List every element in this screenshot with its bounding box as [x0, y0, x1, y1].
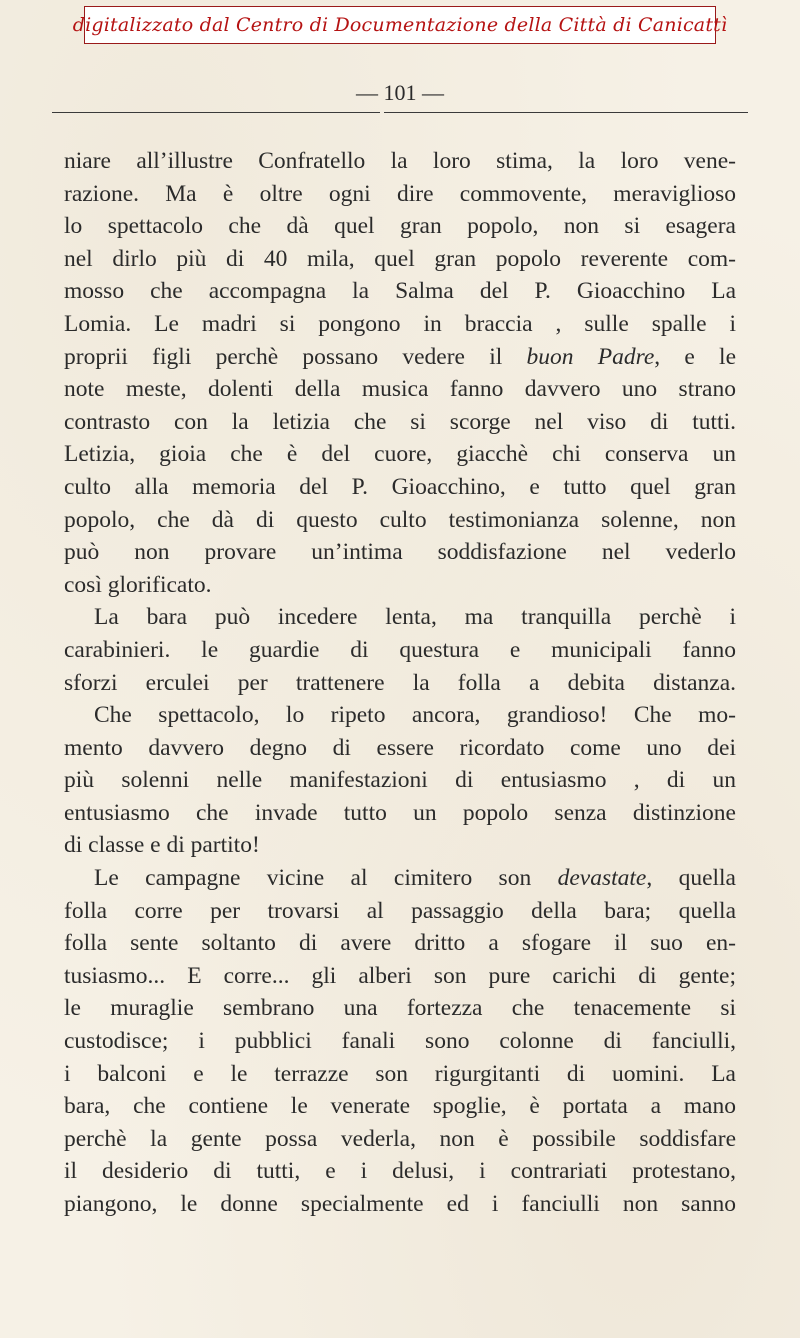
- text-line: di classe e di partito!: [64, 832, 260, 859]
- text-line: tusiasmo... E corre... gli alberi son pure carichi di gente;: [64, 962, 736, 989]
- text-line: bara, che contiene le venerate spoglie, è portata a mano: [64, 1093, 736, 1120]
- text-line: custodisce; i pubblici fanali sono colonne di fanciulli,: [64, 1028, 736, 1055]
- text-line: le muraglie sembrano una fortezza che tenacemente si: [64, 995, 736, 1022]
- text-line: folla corre per trovarsi al passaggio della bara; quella: [64, 897, 736, 924]
- text-line: così glorificato.: [64, 571, 212, 598]
- text-line: più solenni nelle manifestazioni di entusiasmo , di un: [64, 767, 736, 794]
- text-line: folla sente soltanto di avere dritto a sfogare il suo en-: [64, 930, 736, 957]
- text-line: Le campagne vicine al cimitero son devastate, quella: [94, 865, 736, 892]
- text-line: Letizia, gioia che è del cuore, giacchè chi conserva un: [64, 441, 736, 468]
- text-line: nel dirlo più di 40 mila, quel gran popolo reverente com-: [64, 245, 736, 272]
- text-line: può non provare un’intima soddisfazione nel vederlo: [64, 539, 736, 566]
- body-text: [64, 145, 736, 1221]
- text-line: entusiasmo che invade tutto un popolo senza distinzione: [64, 799, 736, 826]
- text-line: i balconi e le terrazze son rigurgitanti di uomini. La: [64, 1060, 736, 1087]
- text-line: proprii figli perchè possano vedere il buon Padre, e le: [64, 343, 737, 370]
- text-line: mosso che accompagna la Salma del P. Gioacchino La: [64, 278, 736, 305]
- text-line: lo spettacolo che dà quel gran popolo, non si esagera: [64, 213, 736, 240]
- page-number: — 101 —: [356, 80, 444, 105]
- text-line: razione. Ma è oltre ogni dire commovente, meraviglioso: [64, 180, 736, 207]
- text-line: mento davvero degno di essere ricordato come uno dei: [64, 734, 736, 761]
- italic-phrase: buon Padre: [526, 343, 655, 370]
- header-rule-left: [52, 112, 380, 113]
- text-line: Che spettacolo, lo ripeto ancora, grandioso! Che mo-: [94, 702, 736, 729]
- header-rule-right: [384, 112, 748, 113]
- text-line: perchè la gente possa vederla, non è possibile soddisfare: [64, 1125, 736, 1152]
- text-line: Lomia. Le madri si pongono in braccia , sulle spalle i: [64, 310, 736, 337]
- text-line: il desiderio di tutti, e i delusi, i contrariati protestano,: [64, 1158, 736, 1185]
- text-line: note meste, dolenti della musica fanno davvero uno strano: [64, 376, 736, 403]
- digitization-watermark: digitalizzato dal Centro di Documentazione della Città di Canicattì: [84, 6, 716, 44]
- text-line: piangono, le donne specialmente ed i fanciulli non sanno: [64, 1191, 736, 1217]
- text-line: niare all’illustre Confratello la loro stima, la loro vene-: [64, 148, 736, 174]
- text-line: contrasto con la letizia che si scorge nel viso di tutti.: [64, 408, 736, 435]
- text-line: sforzi erculei per trattenere la folla a debita distanza.: [64, 669, 736, 696]
- text-line: La bara può incedere lenta, ma tranquilla perchè i: [94, 604, 736, 631]
- text-line: carabinieri. le guardie di questura e municipali fanno: [64, 636, 736, 663]
- text-line: culto alla memoria del P. Gioacchino, e tutto quel gran: [64, 473, 736, 500]
- text-line: popolo, che dà di questo culto testimonianza solenne, non: [64, 506, 736, 533]
- italic-phrase: devastate: [557, 865, 647, 892]
